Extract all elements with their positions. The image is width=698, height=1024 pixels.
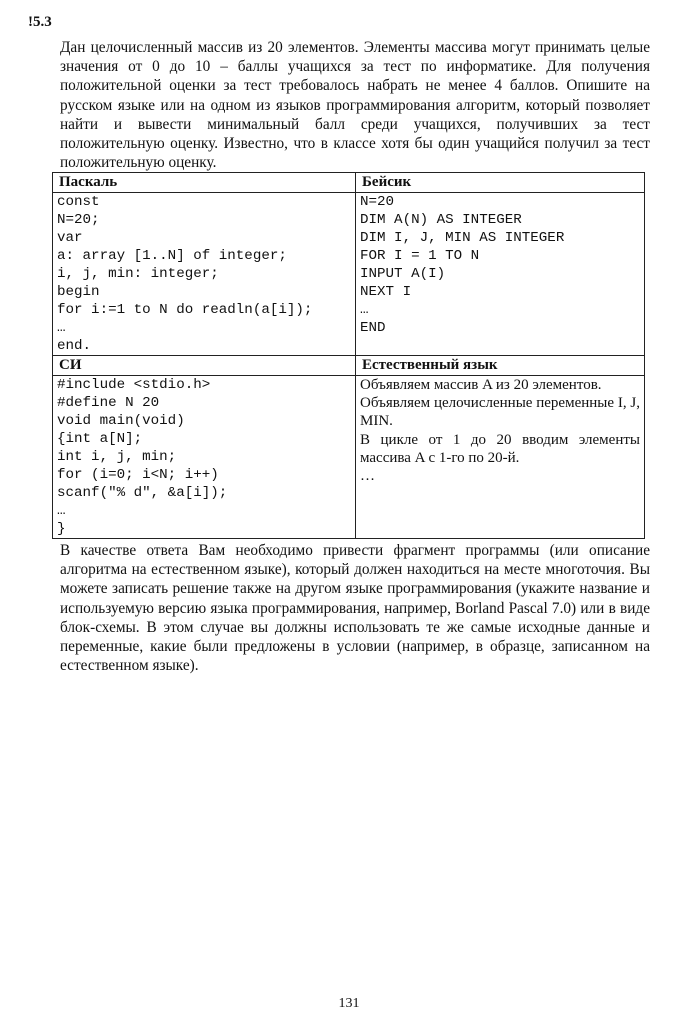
code-line: i, j, min: integer; <box>57 266 219 282</box>
c-header: СИ <box>53 356 356 376</box>
code-line: … <box>57 320 66 336</box>
code-line: var <box>57 230 83 246</box>
c-code-cell <box>53 376 356 539</box>
code-line: DIM A(N) AS INTEGER <box>360 212 522 228</box>
natural-header: Естественный язык <box>356 356 645 376</box>
code-line: end. <box>57 338 92 354</box>
code-line: … <box>57 503 66 519</box>
code-line: scanf("% d", &a[i]); <box>57 485 228 501</box>
code-line: } <box>57 521 66 537</box>
natural-line: В цикле от 1 до 20 вводим элементы массива A с 1-го по 20-й. <box>360 431 640 466</box>
code-line: for i:=1 to N do readln(a[i]); <box>57 302 313 318</box>
natural-language-cell <box>356 376 645 539</box>
basic-code-cell <box>356 193 645 356</box>
code-line: a: array [1..N] of integer; <box>57 248 287 264</box>
code-line: const <box>57 194 100 210</box>
natural-line: … <box>360 468 375 485</box>
code-line: NEXT I <box>360 284 412 300</box>
basic-header: Бейсик <box>356 173 645 193</box>
pascal-code-cell <box>53 193 356 356</box>
code-line: {int a[N]; <box>57 431 143 447</box>
natural-line: Объявляем массив A из 20 элементов. <box>360 377 602 393</box>
code-line: N=20 <box>360 194 395 210</box>
code-line: begin <box>57 284 100 300</box>
code-line: DIM I, J, MIN AS INTEGER <box>360 230 565 246</box>
intro-paragraph: Дан целочисленный массив из 20 элементов. Элементы массива могут принимать целые значения от 0 до 10 – баллы учащихся за тест по информатике. Для получения положительной оценки за тест требовалось набрать не менее 4 баллов. Опишите на русском языке или на одном из языков программирования алгоритм, который позволяет найти и вывести минимальный балл среди учащихся, получивших за тест положительную оценку. Известно, что в классе хотя бы один учащийся получил за тест положительную оценку. <box>60 39 650 172</box>
task-number: !5.3 <box>28 14 52 30</box>
code-line: #include <stdio.h> <box>57 377 211 393</box>
page-number: 131 <box>338 996 360 1011</box>
natural-line: Объявляем целочисленные переменные I, J, MIN. <box>360 395 640 430</box>
code-line: void main(void) <box>57 413 185 429</box>
code-line: N=20; <box>57 212 100 228</box>
code-line: for (i=0; i<N; i++) <box>57 467 219 483</box>
answer-paragraph: В качестве ответа Вам необходимо привести фрагмент программы (или описание алгоритма на естественном языке), который должен находиться на месте многоточия. Вы можете записать решение также на другом языке программирования (укажите название и используемую версию языка программирования, например, Borland Pascal 7.0) или в виде блок-схемы. В этом случае вы должны использовать те же самые исходные данные и переменные, какие были предложены в условии (например, в образце, записанном на естественном языке). <box>60 542 650 675</box>
code-line: END <box>360 320 386 336</box>
code-line: #define N 20 <box>57 395 160 411</box>
code-line: int i, j, min; <box>57 449 177 465</box>
code-line: … <box>360 302 369 318</box>
code-line: INPUT A(I) <box>360 266 446 282</box>
code-line: FOR I = 1 TO N <box>360 248 480 264</box>
pascal-header: Паскаль <box>53 173 356 193</box>
code-table <box>52 172 645 539</box>
